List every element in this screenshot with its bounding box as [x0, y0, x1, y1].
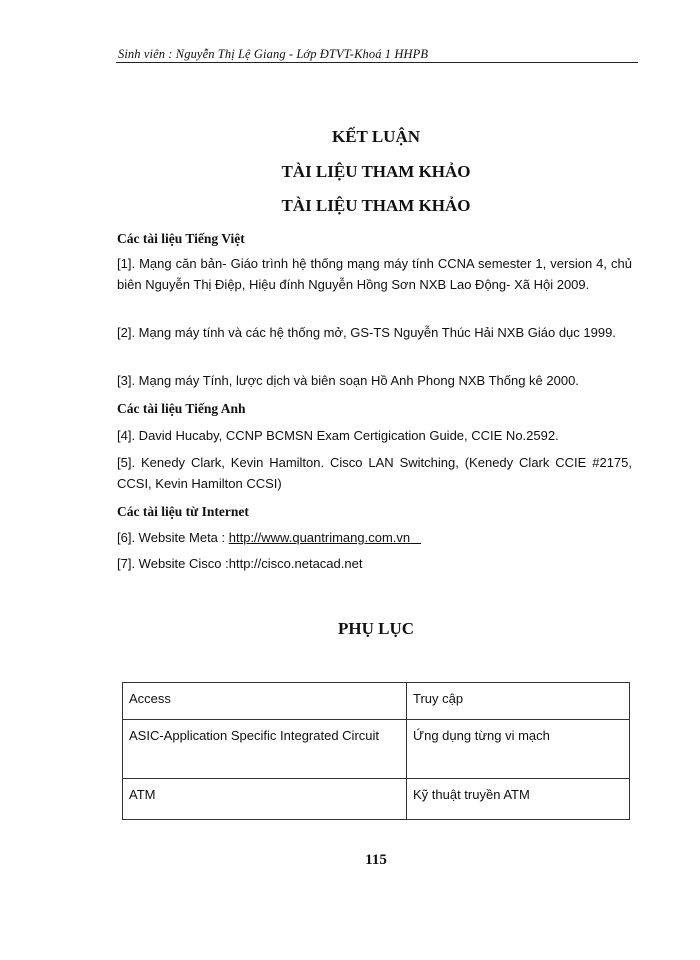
- references-title-repeat: TÀI LIỆU THAM KHẢO: [281, 196, 471, 215]
- section-english-references: Các tài liệu Tiếng Anh: [117, 401, 246, 416]
- table-row: [123, 683, 630, 720]
- reference-item-6-prefix: [6]. Website Meta :: [117, 530, 229, 545]
- reference-item-4: [4]. David Hucaby, CCNP BCMSN Exam Certigication Guide, CCIE No.2592.: [117, 428, 559, 443]
- reference-item-2: [2]. Mạng máy tính và các hệ thống mở, GS-TS Nguyễn Thúc Hải NXB Giáo dục 1999.: [117, 325, 616, 340]
- table-row: [123, 779, 630, 820]
- glossary-meaning: Truy cập: [407, 683, 630, 720]
- quantrimang-link[interactable]: http://www.quantrimang.com.vn: [228, 530, 411, 545]
- glossary-table: [122, 682, 630, 820]
- section-vietnamese-references: Các tài liệu Tiếng Việt: [117, 231, 245, 246]
- glossary-term: ATM: [123, 779, 407, 820]
- table-row: [123, 720, 630, 779]
- references-title: TÀI LIỆU THAM KHẢO: [281, 162, 471, 181]
- glossary-term: ASIC-Application Specific Integrated Circuit: [123, 720, 407, 779]
- reference-item-5: [5]. Kenedy Clark, Kevin Hamilton. Cisco LAN Switching, (Kenedy Clark CCIE #2175, CCSI, Kevin Hamilton CCSI): [117, 455, 632, 491]
- reference-item-6: [117, 527, 632, 548]
- link-underline-tail: [410, 530, 421, 545]
- reference-item-3: [3]. Mạng máy Tính, lược dịch và biên soạn Hồ Anh Phong NXB Thống kê 2000.: [117, 373, 579, 388]
- page-number: 115: [365, 852, 387, 868]
- appendix-title: PHỤ LỤC: [337, 619, 415, 638]
- reference-item-1: [1]. Mạng căn bản- Giáo trình hệ thống mạng máy tính CCNA semester 1, version 4, chủ biên Nguyễn Thị Điệp, Hiệu đính Nguyễn Hồng Sơn NXB Lao Động- Xã Hội 2009.: [117, 256, 632, 292]
- section-internet-references: Các tài liệu từ Internet: [117, 504, 249, 519]
- glossary-meaning: Kỹ thuật truyền ATM: [407, 779, 630, 820]
- reference-item-7: [7]. Website Cisco :http://cisco.netacad.net: [117, 556, 363, 571]
- page-header: Sinh viên : Nguyễn Thị Lệ Giang - Lớp ĐTVT-Khoá 1 HHPB: [118, 47, 429, 61]
- glossary-meaning: Ứng dụng từng vi mạch: [407, 720, 630, 779]
- conclusion-title: KẾT LUẬN: [331, 127, 420, 146]
- glossary-term: Access: [123, 683, 407, 720]
- header-divider: [116, 62, 638, 63]
